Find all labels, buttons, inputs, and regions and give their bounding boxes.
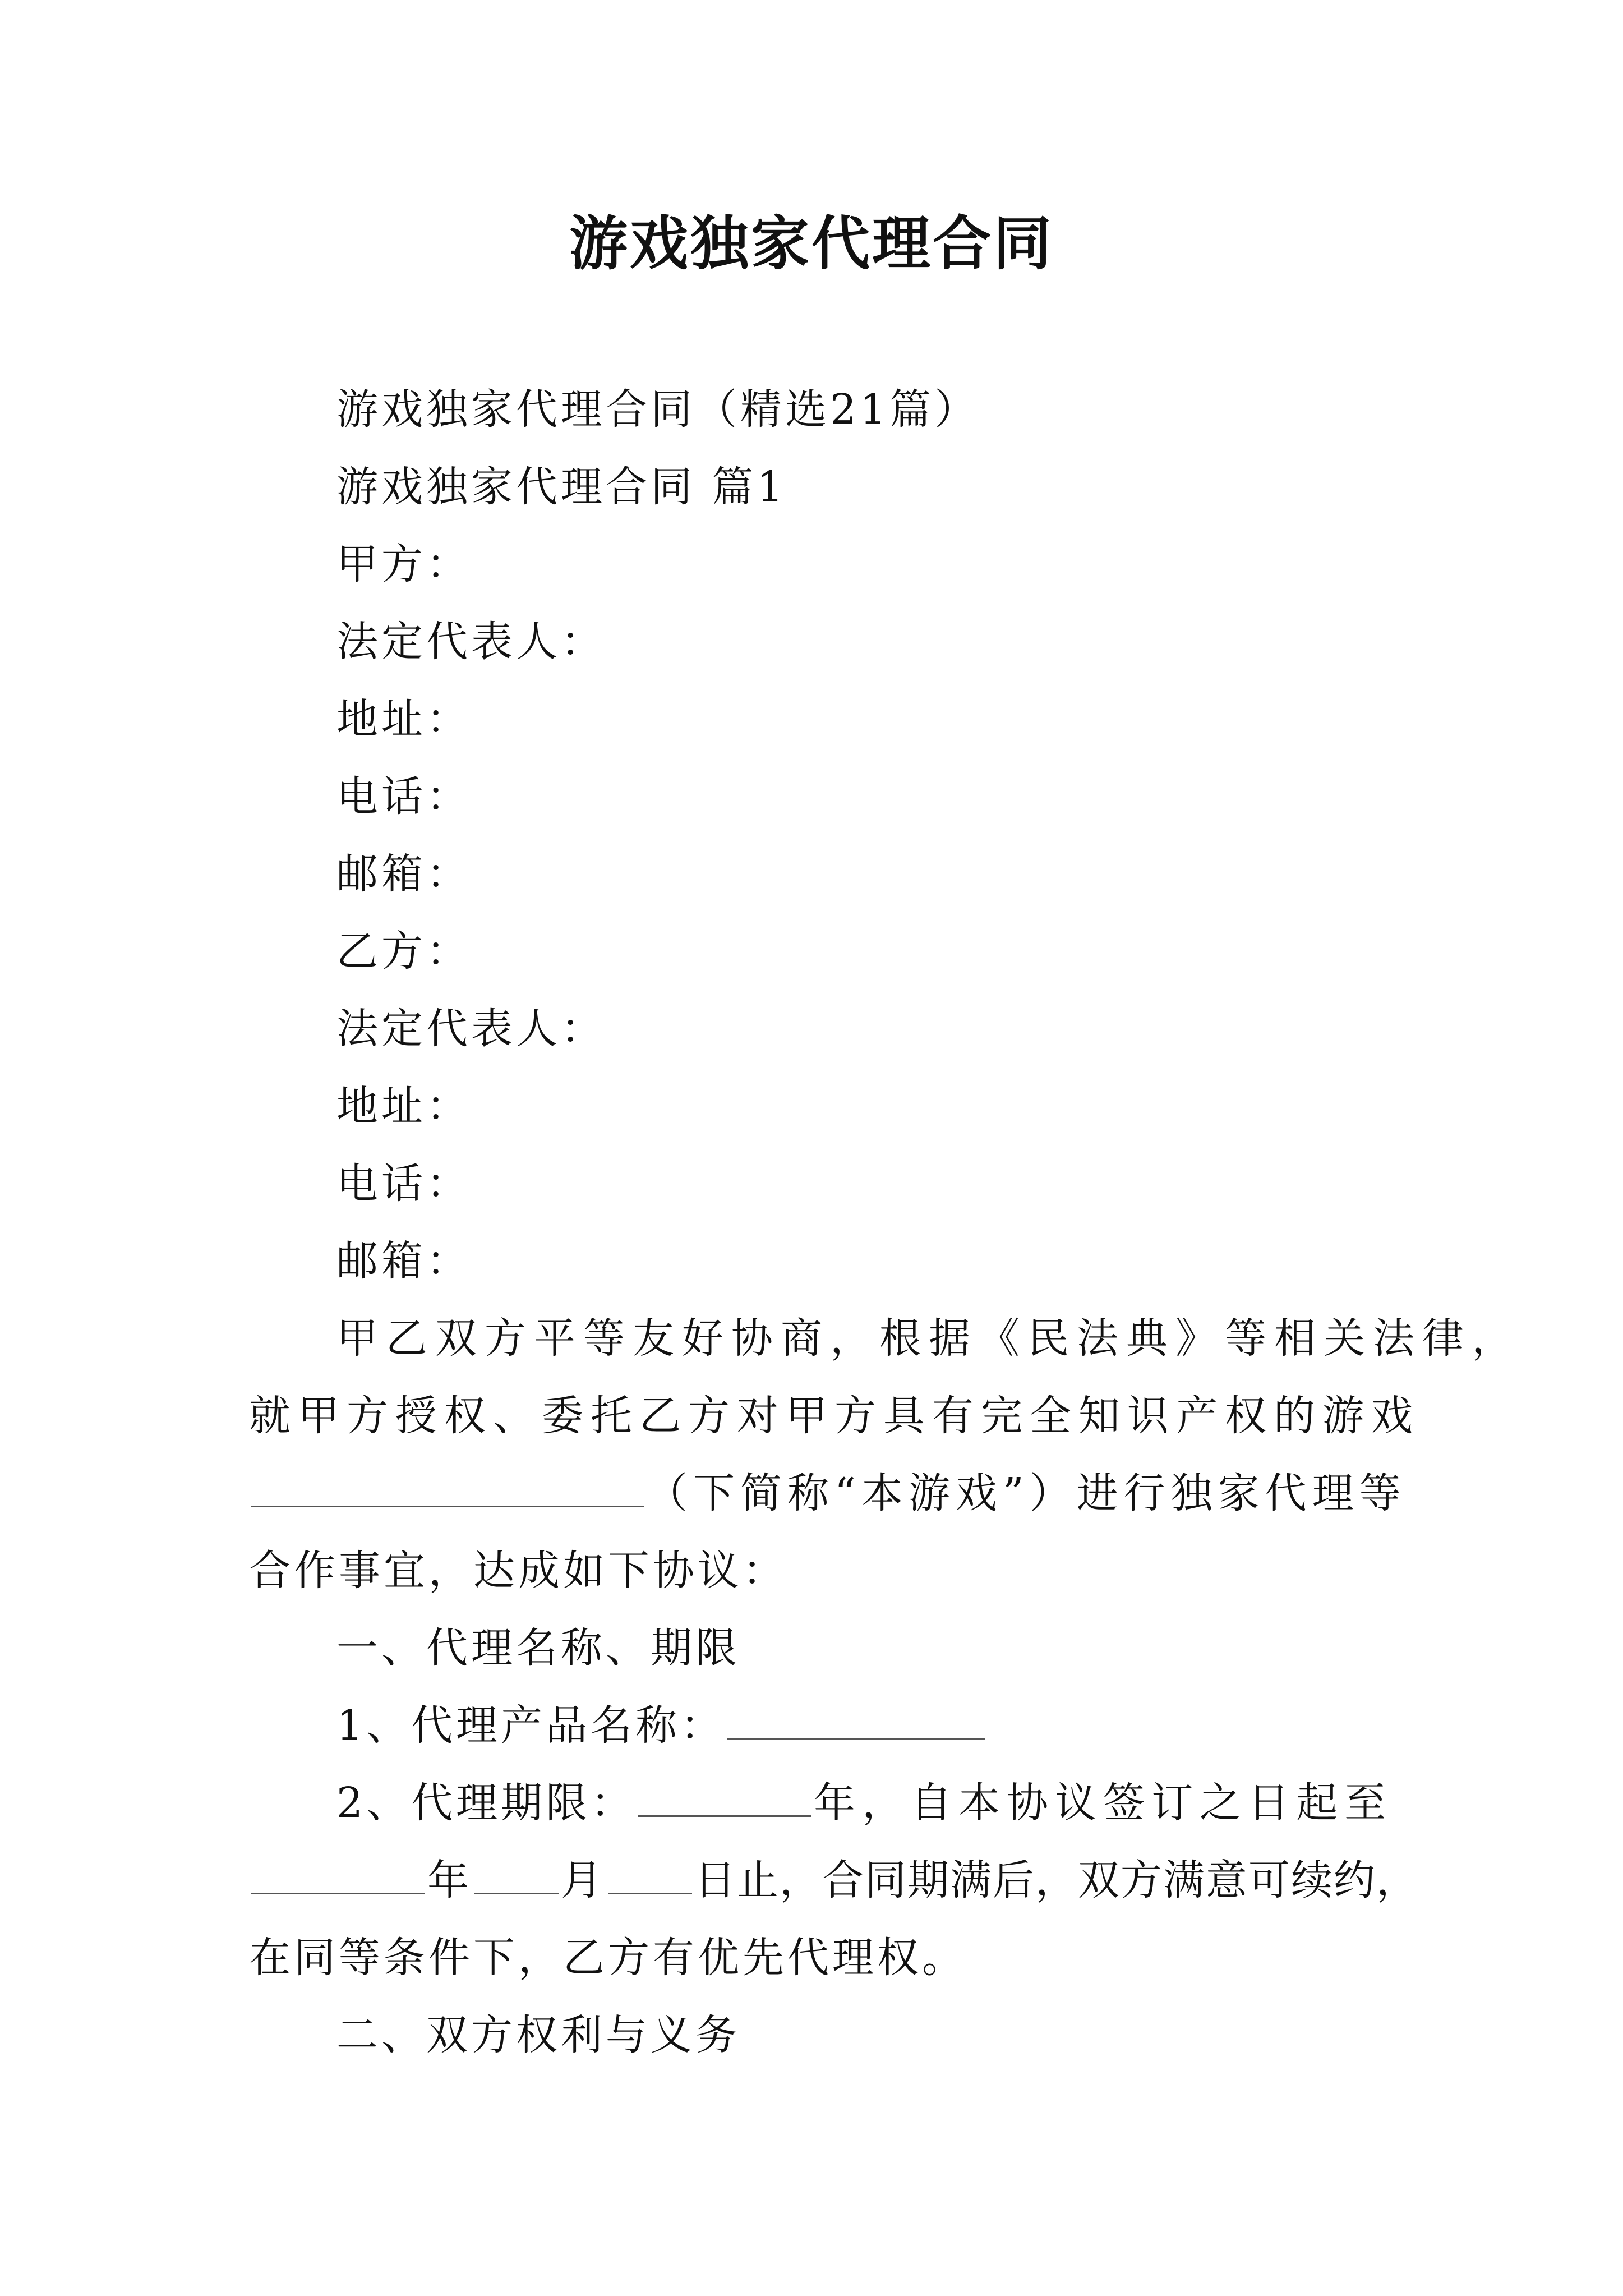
paragraph-line: 甲乙双方平等友好协商，根据《民法典》等相关法律，: [336, 1314, 1521, 1363]
subtitle-line: 游戏独家代理合同（精选21篇）: [336, 385, 980, 434]
document-title: 游戏独家代理合同: [569, 209, 1054, 278]
party-a-address: 地址：: [336, 695, 471, 743]
party-a-phone: 电话：: [336, 772, 471, 821]
section-heading-2: 二、双方权利与义务: [336, 2011, 740, 2059]
party-b-email: 邮箱：: [336, 1237, 471, 1285]
years-blank: [638, 1776, 811, 1817]
clause-text: 2、代理期限：: [336, 1779, 636, 1827]
section-heading: 游戏独家代理合同 篇1: [336, 463, 787, 511]
product-name-blank: [727, 1699, 985, 1740]
paragraph-text: （下简称“本游戏”）进行独家代理等: [646, 1469, 1407, 1517]
clause-item-2-cont: [249, 1852, 1419, 1908]
clause-text: 1、代理产品名称：: [336, 1701, 726, 1750]
month-blank: [474, 1853, 559, 1894]
party-b-phone: 电话：: [336, 1159, 471, 1208]
party-b-representative: 法定代表人：: [336, 1005, 606, 1053]
party-b-label: 乙方：: [336, 927, 471, 976]
clause-text: 年，自本协议签订之日起至: [814, 1779, 1393, 1827]
year-blank: [251, 1853, 425, 1894]
party-a-representative: 法定代表人：: [336, 618, 606, 666]
clause-text: 日止，合同期满后，双方满意可续约，: [694, 1856, 1419, 1904]
party-a-label: 甲方：: [336, 540, 471, 588]
paragraph-line: [249, 1465, 1407, 1521]
paragraph-line: 就甲方授权、委托乙方对甲方具有完全知识产权的游戏: [249, 1392, 1420, 1440]
clause-text: 月: [561, 1856, 606, 1904]
party-b-address: 地址：: [336, 1082, 471, 1130]
section-heading-1: 一、代理名称、期限: [336, 1624, 740, 1672]
clause-item-2-end: 在同等条件下，乙方有优先代理权。: [249, 1934, 967, 1982]
day-blank: [608, 1853, 692, 1894]
clause-item-1: [336, 1697, 988, 1754]
clause-text: 年: [427, 1856, 472, 1904]
clause-item-2: [336, 1775, 1393, 1831]
paragraph-line: 合作事宜，达成如下协议：: [249, 1547, 787, 1595]
party-a-email: 邮箱：: [336, 850, 471, 898]
game-name-blank: [251, 1466, 644, 1507]
